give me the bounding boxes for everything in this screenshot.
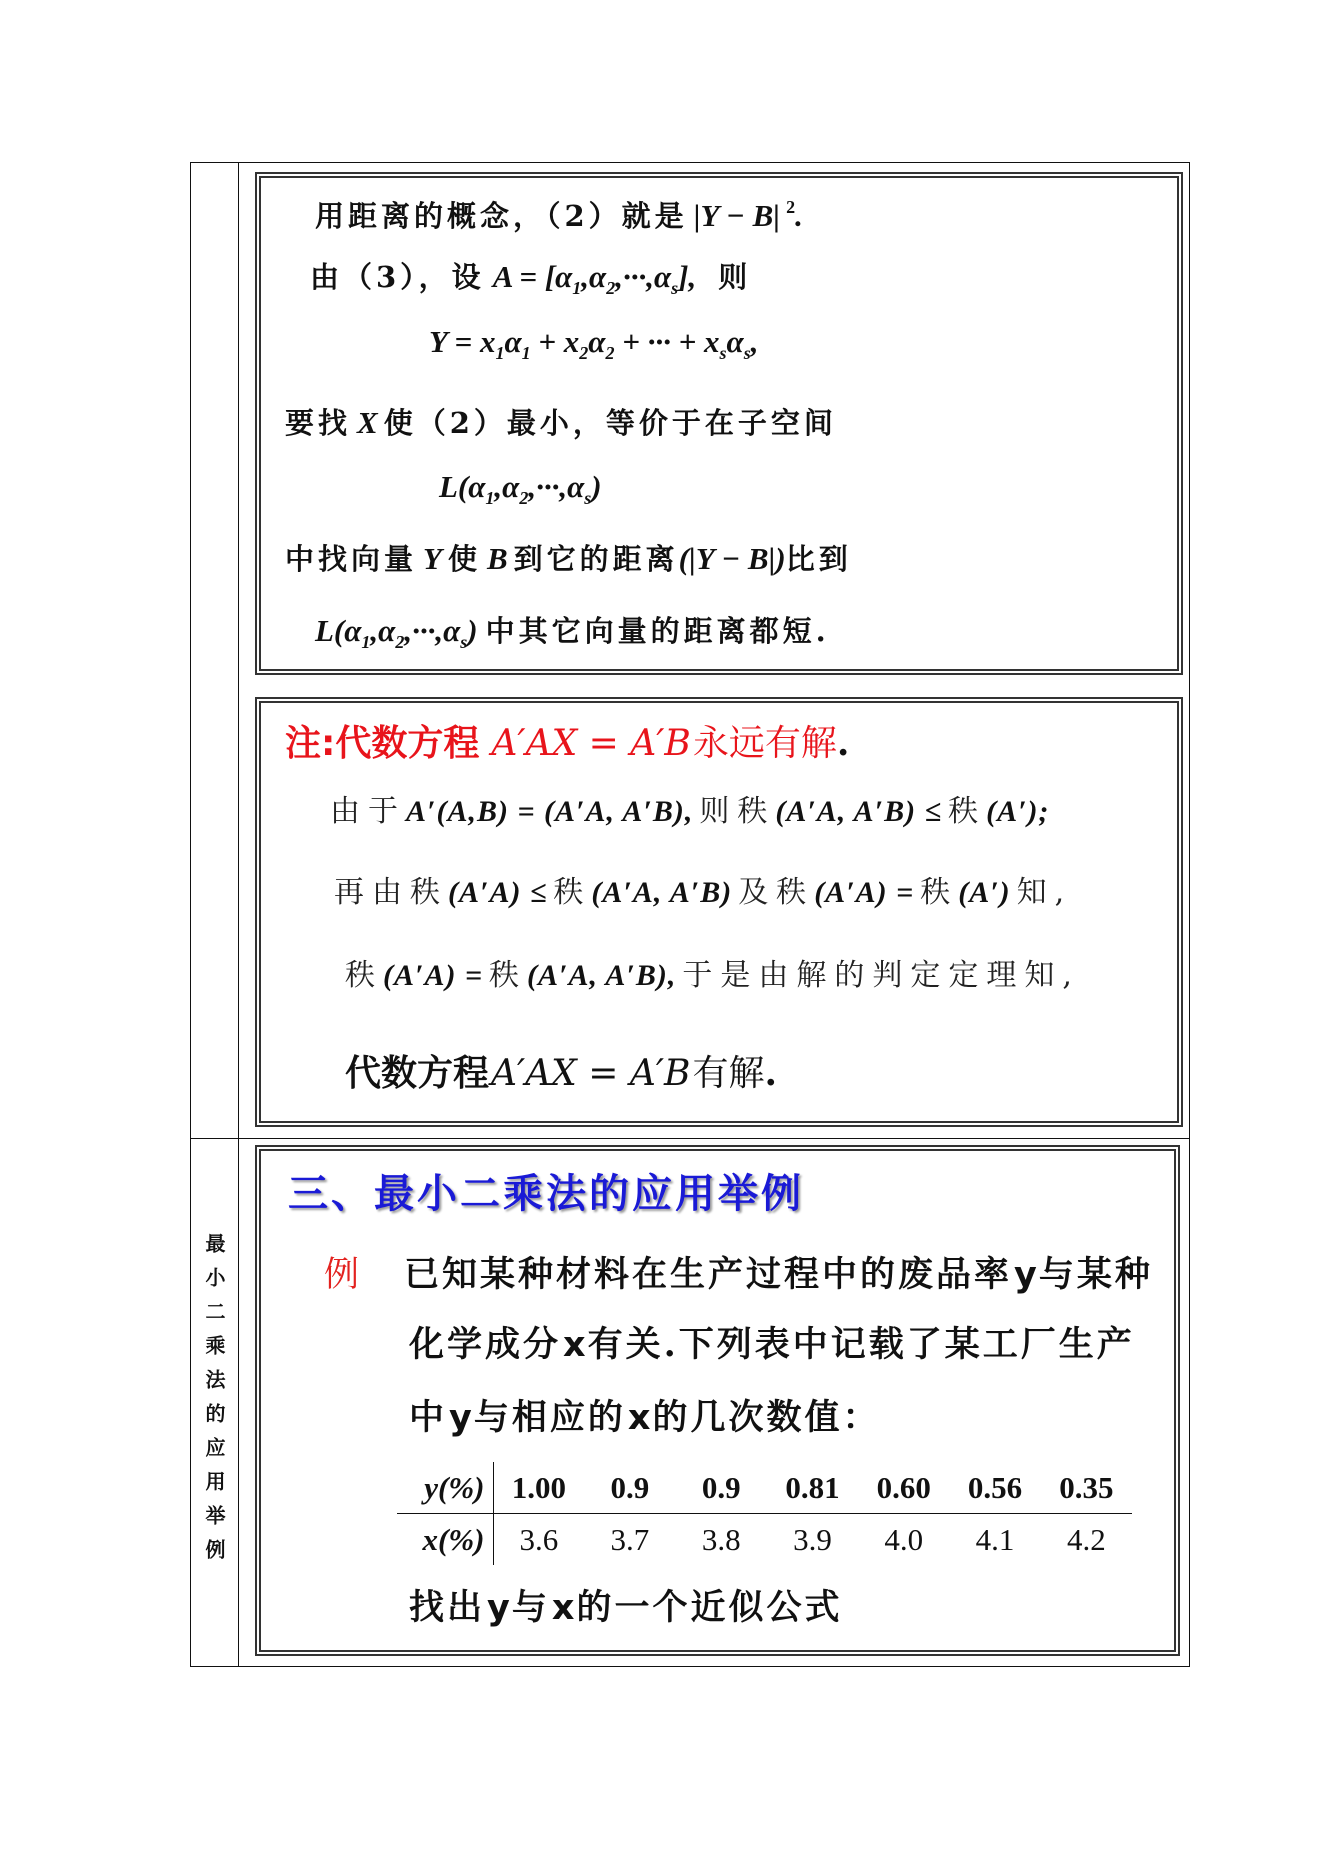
table-cell: 4.1 bbox=[975, 1521, 1015, 1557]
math-expression: α bbox=[504, 324, 522, 359]
math-expression: B bbox=[486, 541, 508, 576]
text-run: 用距离的概念，（2）就是 bbox=[315, 199, 688, 233]
math-expression: (A′A, A′B), bbox=[527, 959, 677, 992]
superscript: 2 bbox=[786, 197, 796, 217]
text-run: 与相应的 bbox=[473, 1397, 626, 1438]
derivation-line-1 bbox=[315, 187, 803, 236]
table-cell: 3.9 bbox=[793, 1521, 832, 1557]
math-expression: ) bbox=[467, 613, 478, 648]
text-run: 比到 bbox=[785, 542, 852, 576]
text-run: 化学成分 bbox=[409, 1324, 562, 1365]
text-run: 再由秩 bbox=[334, 875, 448, 910]
math-expression: (|Y − B|) bbox=[678, 541, 786, 576]
math-expression: (A′A) = bbox=[814, 876, 915, 909]
table-cell: 4.2 bbox=[1066, 1521, 1106, 1557]
text-run: 到它的距离 bbox=[513, 542, 679, 576]
table-cell: 0.35 bbox=[1041, 1462, 1132, 1514]
text-run: 有解 bbox=[692, 1053, 765, 1094]
math-expression: L(α bbox=[315, 613, 362, 648]
subscript: 1 bbox=[572, 278, 582, 298]
row-label: x(%) bbox=[397, 1514, 493, 1566]
text-run: 已知某种材料在生产过程中的废品率 bbox=[404, 1254, 1013, 1295]
math-expression: (A′A) = bbox=[383, 959, 484, 992]
row-divider bbox=[191, 1138, 1189, 1139]
table-cell: 0.9 bbox=[676, 1462, 767, 1514]
text-run: 则秩 bbox=[699, 794, 776, 829]
text-run: 永远有解 bbox=[692, 723, 837, 764]
table-cell: 3.6 bbox=[519, 1521, 559, 1557]
example-label: 例 bbox=[324, 1255, 360, 1295]
math-expression: (A′A) ≤ bbox=[448, 876, 548, 909]
math-expression: + ··· + x bbox=[614, 324, 720, 359]
text-run: 由于 bbox=[330, 794, 406, 829]
note-line-4 bbox=[345, 955, 1080, 997]
math-expression: ) bbox=[591, 469, 602, 504]
variable-name: x bbox=[563, 1325, 586, 1365]
section-side-label: 最小二乘法的应用举例 bbox=[202, 1233, 226, 1573]
subscript: 2 bbox=[606, 278, 616, 298]
text-run: 则 bbox=[718, 260, 752, 294]
note-conclusion-line bbox=[345, 1049, 777, 1098]
column-divider bbox=[238, 163, 239, 1666]
math-expression: ], bbox=[678, 259, 697, 294]
table-cell: 4.0 bbox=[884, 1521, 924, 1557]
subscript: 2 bbox=[579, 343, 589, 363]
subscript: 1 bbox=[495, 343, 505, 363]
subscript: s bbox=[743, 343, 751, 363]
text-run: 中其它向量的距离都短. bbox=[485, 614, 830, 648]
note-label: 注:代数方程 bbox=[285, 723, 480, 764]
math-expression: A = [α bbox=[492, 259, 573, 294]
subscript: 2 bbox=[519, 488, 529, 508]
text-run: 有关.下列表中记载了某工厂生产 bbox=[587, 1324, 1135, 1365]
math-expression: A′AX = A′B bbox=[491, 723, 691, 764]
subscript: s bbox=[460, 632, 468, 652]
derivation-box bbox=[255, 172, 1183, 675]
text-run: 要找 bbox=[285, 406, 352, 440]
table-cell: 0.81 bbox=[767, 1462, 858, 1514]
note-line-3 bbox=[334, 872, 1072, 914]
math-expression: ,···,α bbox=[404, 613, 461, 648]
side-label-cell bbox=[191, 1140, 238, 1666]
math-expression: . bbox=[795, 198, 803, 233]
math-expression: (A′A, A′B) bbox=[591, 876, 733, 909]
math-expression: ,α bbox=[581, 259, 607, 294]
text-run: 的一个近似公式 bbox=[576, 1587, 843, 1628]
subscript: 2 bbox=[605, 343, 615, 363]
variable-name: y bbox=[449, 1398, 472, 1438]
variable-name: y bbox=[487, 1588, 510, 1628]
math-expression: L(α bbox=[439, 469, 486, 504]
text-run: 使（2）最小，等价于在子空间 bbox=[383, 406, 837, 440]
variable-name: y bbox=[1014, 1255, 1037, 1295]
table-cell: 1.00 bbox=[493, 1462, 584, 1514]
table-row bbox=[397, 1462, 1132, 1514]
math-expression: + x bbox=[530, 324, 580, 359]
text-run: . bbox=[764, 1052, 778, 1094]
derivation-line-7 bbox=[315, 611, 830, 662]
text-run: 由（3），设 bbox=[310, 260, 485, 294]
derivation-line-5 bbox=[439, 467, 602, 518]
math-expression: α bbox=[588, 324, 606, 359]
derivation-line-4 bbox=[285, 403, 837, 443]
math-expression: A′AX = A′B bbox=[491, 1053, 691, 1094]
table-cell: 0.9 bbox=[584, 1462, 675, 1514]
example-line-1 bbox=[404, 1250, 1153, 1300]
section-title: 三、最小二乘法的应用举例 bbox=[288, 1171, 804, 1217]
subscript: 1 bbox=[485, 488, 495, 508]
math-expression: ,α bbox=[494, 469, 520, 504]
variable-name: x bbox=[551, 1588, 575, 1628]
example-line-2 bbox=[409, 1320, 1135, 1370]
text-run: 秩 bbox=[948, 794, 987, 829]
table-row bbox=[397, 1514, 1132, 1566]
derivation-line-2 bbox=[310, 257, 751, 308]
math-expression: (A′A, A′B) ≤ bbox=[775, 795, 943, 828]
math-expression: , bbox=[750, 324, 759, 359]
note-heading-line bbox=[285, 719, 849, 768]
text-run: 秩 bbox=[345, 958, 383, 993]
math-expression: ,···,α bbox=[528, 469, 585, 504]
text-run: . bbox=[836, 722, 850, 764]
text-run: 于是由解的判定定理知, bbox=[682, 958, 1080, 993]
subscript: s bbox=[719, 343, 727, 363]
text-run: 找出 bbox=[409, 1587, 486, 1628]
note-box bbox=[255, 697, 1183, 1127]
note-line-2 bbox=[330, 791, 1056, 833]
math-expression: (A′) bbox=[958, 876, 1011, 909]
math-expression: Y = x bbox=[429, 324, 496, 359]
text-run: 的几次数值： bbox=[652, 1397, 881, 1438]
math-expression: |Y − B| bbox=[693, 198, 781, 233]
derivation-line-3 bbox=[429, 322, 758, 373]
subscript: s bbox=[671, 278, 679, 298]
subscript: s bbox=[584, 488, 592, 508]
text-run: 使 bbox=[447, 542, 481, 576]
text-run: 与 bbox=[511, 1587, 550, 1628]
example-closing-line bbox=[409, 1583, 842, 1633]
text-run: 秩 bbox=[489, 958, 528, 993]
subscript: 1 bbox=[521, 343, 531, 363]
math-expression: X bbox=[357, 405, 378, 440]
math-expression: Y bbox=[423, 541, 442, 576]
table-cell: 0.60 bbox=[858, 1462, 949, 1514]
variable-name: x bbox=[627, 1398, 651, 1438]
derivation-line-6 bbox=[285, 539, 852, 579]
table-cell: 3.8 bbox=[701, 1521, 741, 1557]
table-cell: 0.56 bbox=[949, 1462, 1040, 1514]
text-run: 与某种 bbox=[1038, 1254, 1153, 1295]
math-expression: ,α bbox=[370, 613, 396, 648]
text-run: 秩 bbox=[920, 875, 959, 910]
text-run: 中找向量 bbox=[285, 542, 418, 576]
row-label: y(%) bbox=[397, 1462, 493, 1514]
text-run: 知, bbox=[1016, 875, 1073, 910]
text-run: 代数方程 bbox=[345, 1053, 490, 1094]
math-expression: α bbox=[726, 324, 744, 359]
math-expression: ,···,α bbox=[615, 259, 672, 294]
subscript: 2 bbox=[395, 632, 405, 652]
example-line-3 bbox=[409, 1393, 880, 1443]
math-expression: A′(A,B) = (A′A, A′B), bbox=[406, 795, 694, 828]
example-box bbox=[255, 1145, 1180, 1656]
table-cell: 3.7 bbox=[610, 1521, 650, 1557]
text-run: 及秩 bbox=[738, 875, 815, 910]
text-run: 秩 bbox=[553, 875, 592, 910]
text-run: 中 bbox=[409, 1397, 448, 1438]
subscript: 1 bbox=[361, 632, 371, 652]
data-table bbox=[397, 1462, 1132, 1565]
math-expression: (A′); bbox=[986, 795, 1050, 828]
